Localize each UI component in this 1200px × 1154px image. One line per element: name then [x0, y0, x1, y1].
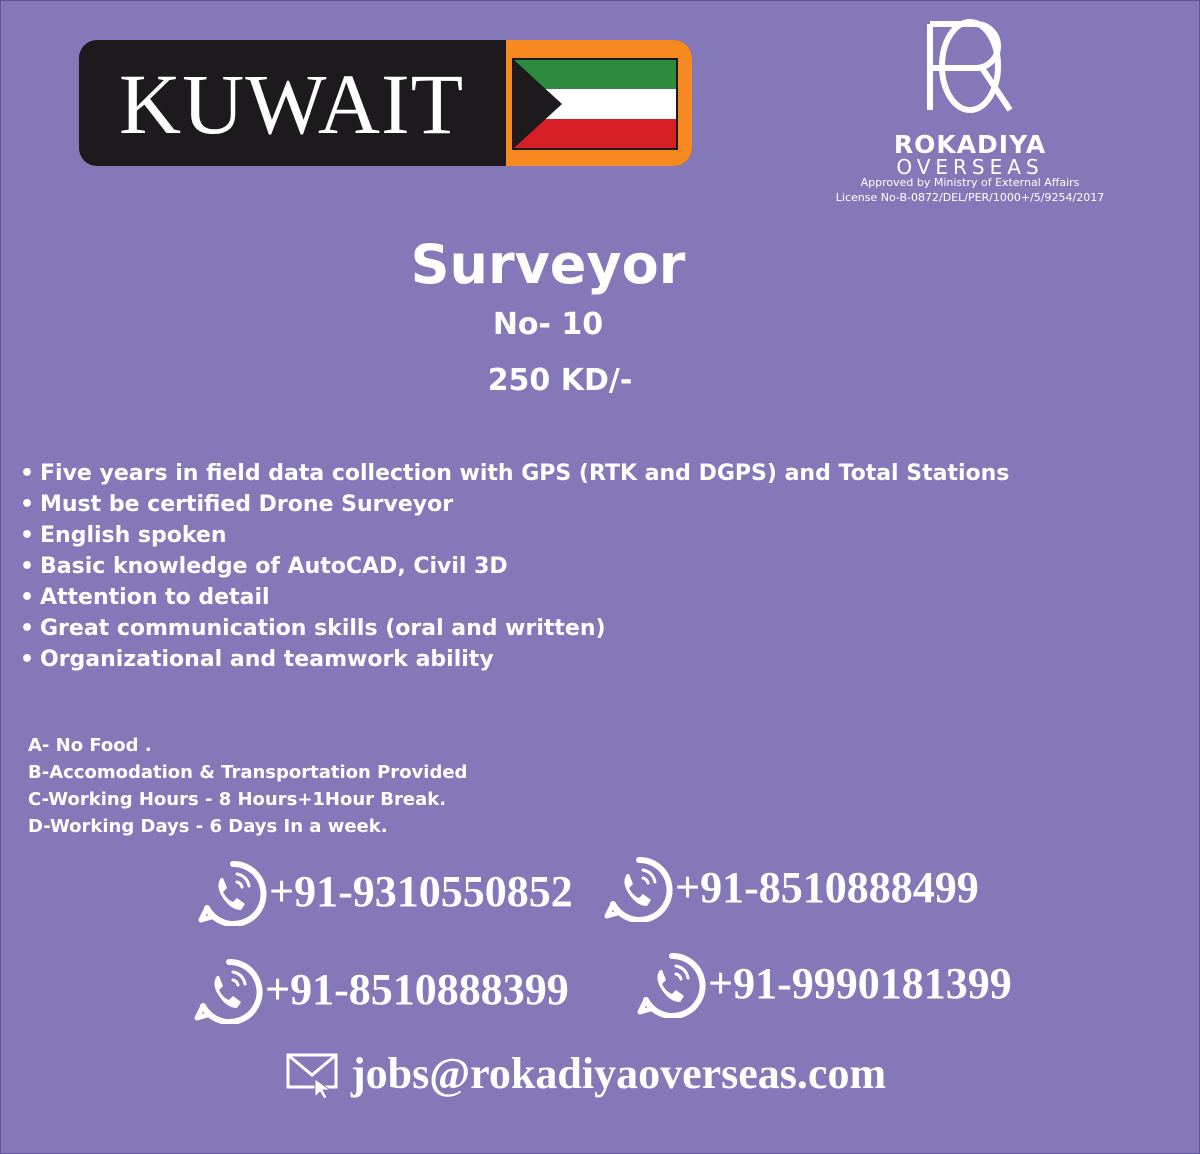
phone-icon	[193, 956, 265, 1024]
logo-company-name: ROKADIYA	[893, 130, 1047, 159]
term-item: B-Accomodation & Transportation Provided	[28, 762, 468, 783]
phone-number: +91-8510888499	[675, 863, 979, 912]
phone-icon	[636, 950, 708, 1018]
list-item: • Attention to detail	[20, 585, 270, 610]
phone-icon	[197, 858, 269, 926]
term-item: D-Working Days - 6 Days In a week.	[28, 816, 388, 837]
logo-approval: Approved by Ministry of External Affairs	[860, 176, 1080, 189]
phone-contact-3[interactable]	[193, 956, 569, 1024]
logo-license: License No-B-0872/DEL/PER/1000+/5/9254/2017	[835, 191, 1105, 204]
terms-list	[28, 732, 467, 840]
job-salary: 250 KD/-	[487, 363, 633, 398]
phone-number: +91-8510888399	[265, 965, 569, 1014]
list-item: • English spoken	[20, 523, 227, 548]
list-item: • Five years in field data collection with GPS (RTK and DGPS) and Total Stations	[20, 461, 1010, 486]
list-item: • Must be certified Drone Surveyor	[20, 492, 454, 517]
list-item: • Organizational and teamwork ability	[20, 647, 494, 672]
country-name: KUWAIT	[119, 56, 465, 152]
phone-number: +91-9310550852	[269, 867, 573, 916]
kuwait-flag-icon	[512, 58, 678, 150]
company-logo	[820, 8, 1120, 208]
phone-number: +91-9990181399	[708, 959, 1012, 1008]
list-item: • Basic knowledge of AutoCAD, Civil 3D	[20, 554, 508, 579]
list-item: • Great communication skills (oral and written)	[20, 616, 606, 641]
phone-contact-1[interactable]	[197, 858, 573, 926]
phone-contact-2[interactable]	[603, 854, 979, 922]
job-title: Surveyor	[410, 233, 686, 296]
phone-contact-4[interactable]	[636, 950, 1012, 1018]
email-address: jobs@rokadiyaoverseas.com	[351, 1049, 887, 1098]
requirements-list	[20, 458, 1009, 675]
email-contact[interactable]	[285, 1048, 886, 1100]
ro-monogram-icon	[922, 8, 1018, 114]
term-item: A- No Food .	[28, 735, 152, 756]
logo-company-sub: OVERSEAS	[896, 155, 1044, 179]
job-count: No- 10	[492, 307, 604, 342]
term-item: C-Working Hours - 8 Hours+1Hour Break.	[28, 789, 447, 810]
envelope-icon	[285, 1049, 341, 1099]
phone-icon	[603, 854, 675, 922]
